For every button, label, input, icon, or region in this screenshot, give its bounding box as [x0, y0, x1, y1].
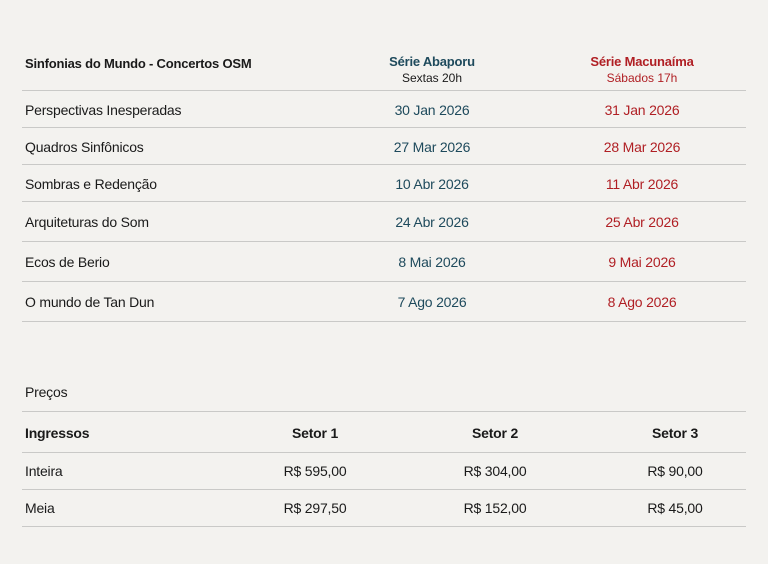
table-row: [22, 127, 746, 165]
divider: [22, 526, 746, 527]
price-setor-3: R$ 45,00: [647, 500, 703, 516]
schedule-header: [22, 54, 746, 90]
date-macunaima: 31 Jan 2026: [604, 102, 680, 118]
concert-name: Arquiteturas do Som: [25, 214, 149, 230]
date-abaporu: 30 Jan 2026: [394, 102, 470, 118]
header-setor-1: Setor 1: [291, 425, 339, 441]
series-abaporu-header: [367, 54, 497, 85]
date-abaporu: 10 Abr 2026: [395, 176, 469, 192]
concert-name: Quadros Sinfônicos: [25, 139, 144, 155]
date-abaporu: 7 Ago 2026: [397, 294, 467, 310]
price-setor-1: R$ 595,00: [283, 463, 347, 479]
table-row: [22, 241, 746, 282]
date-macunaima: 9 Mai 2026: [608, 254, 676, 270]
date-abaporu: 27 Mar 2026: [393, 139, 471, 155]
date-macunaima: 11 Abr 2026: [605, 176, 679, 192]
table-row: [22, 201, 746, 242]
ticket-type: Inteira: [25, 463, 63, 479]
header-setor-2: Setor 2: [471, 425, 519, 441]
prices-label: Preços: [25, 384, 68, 400]
schedule-title: Sinfonias do Mundo - Concertos OSM: [25, 56, 252, 71]
price-setor-2: R$ 152,00: [463, 500, 527, 516]
table-row: [22, 452, 746, 490]
date-abaporu: 8 Mai 2026: [398, 254, 466, 270]
date-abaporu: 24 Abr 2026: [395, 214, 469, 230]
series-macunaima-time: Sábados 17h: [606, 71, 678, 85]
price-setor-1: R$ 297,50: [283, 500, 347, 516]
date-macunaima: 25 Abr 2026: [605, 214, 679, 230]
series-abaporu-time: Sextas 20h: [401, 71, 463, 85]
table-row: [22, 90, 746, 128]
concert-name: Perspectivas Inesperadas: [25, 102, 182, 118]
table-row: [22, 281, 746, 322]
date-macunaima: 28 Mar 2026: [603, 139, 681, 155]
concert-name: O mundo de Tan Dun: [25, 294, 155, 310]
header-setor-3: Setor 3: [651, 425, 699, 441]
price-setor-3: R$ 90,00: [647, 463, 703, 479]
price-setor-2: R$ 304,00: [463, 463, 527, 479]
concert-name: Ecos de Berio: [25, 254, 110, 270]
series-macunaima-header: [577, 54, 707, 85]
prices-header-row: [22, 411, 746, 453]
ticket-type: Meia: [25, 500, 55, 516]
series-abaporu-name: Série Abaporu: [389, 54, 475, 69]
table-row: [22, 489, 746, 527]
header-ingressos: Ingressos: [25, 425, 90, 441]
series-macunaima-name: Série Macunaíma: [590, 54, 694, 69]
concert-name: Sombras e Redenção: [25, 176, 157, 192]
divider: [22, 321, 746, 322]
date-macunaima: 8 Ago 2026: [607, 294, 677, 310]
table-row: [22, 164, 746, 202]
